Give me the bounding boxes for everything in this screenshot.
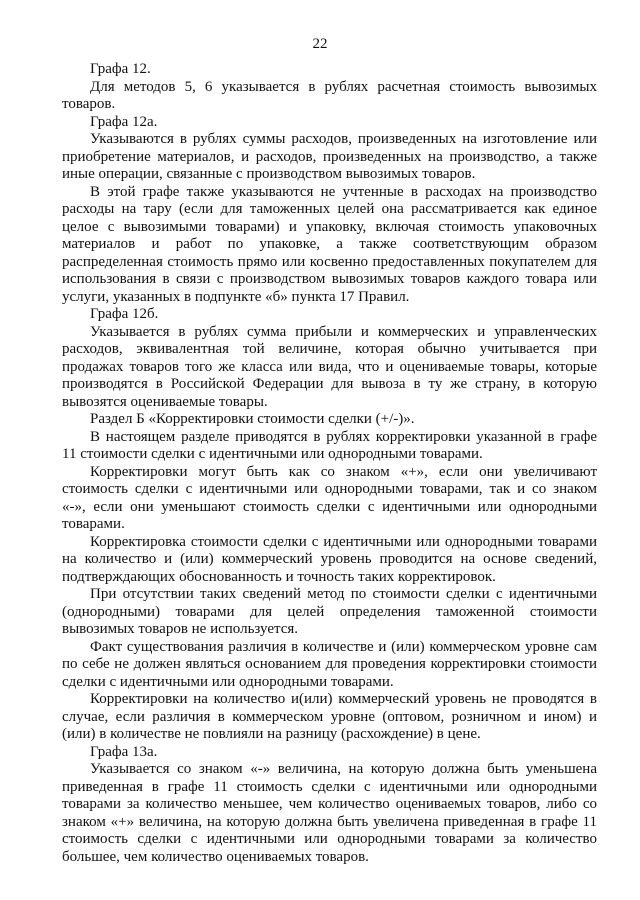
text-line: Графа 12а. xyxy=(90,113,158,130)
text-line: вывозимых товаров не используется. xyxy=(62,621,299,637)
text-line: материалов и работ по упаковке, а также соответствующим образом xyxy=(62,236,597,252)
text-line: товарами за количество меньшее, чем количество оцениваемых товаров, либо со xyxy=(62,796,597,812)
paragraph xyxy=(62,691,597,744)
paragraph xyxy=(62,79,597,114)
paragraph xyxy=(62,114,597,132)
text-line: расходы на тару (если для таможенных целей она рассматривается как единое xyxy=(62,201,597,217)
text-line: Графа 13а. xyxy=(90,743,158,760)
text-line: приобретение материалов, и расходов, произведенных на производство, а также xyxy=(62,148,597,165)
paragraph xyxy=(62,184,597,307)
paragraph xyxy=(62,131,597,184)
text-line: продажах товаров того же класса или вида, что и оцениваемые товары, которые xyxy=(62,358,597,375)
text-line: подтверждающих обоснованность и точность таких корректировок. xyxy=(62,568,496,585)
text-line: Корректировки на количество и(или) коммерческий уровень не проводятся в xyxy=(90,691,597,707)
text-line: (однородными) товарами для целей определения таможенной стоимости xyxy=(62,603,597,620)
text-line: (или) в количестве не повлияли на разницу (расхождение) в цене. xyxy=(62,726,481,742)
page-number: 22 xyxy=(312,36,328,52)
text-line: знаком «+» величина, на которую должна быть увеличена приведенная в графе 11 xyxy=(62,813,597,830)
paragraph xyxy=(62,761,597,866)
text-line: При отсутствии таких сведений метод по стоимости сделки с идентичными xyxy=(90,586,597,602)
paragraph xyxy=(62,639,597,692)
paragraph xyxy=(62,411,597,429)
text-line: Указывается в рублях сумма прибыли и коммерческих и управленческих xyxy=(90,323,597,340)
document-body xyxy=(62,61,597,866)
text-line: 11 стоимости сделки с идентичными или однородными товарами. xyxy=(62,446,483,462)
text-line: Корректировки могут быть как со знаком «+», если они увеличивают xyxy=(90,463,597,480)
text-line: расходов, эквивалентная той величине, которая обычно учитывается при xyxy=(62,341,597,357)
text-line: услуги, указанных в подпункте «б» пункта 17 Правил. xyxy=(62,288,410,305)
text-line: В этой графе также указываются не учтенные в расходах на производство xyxy=(90,183,597,200)
text-line: случае, если различия в коммерческом уровне (оптовом, розничном и ином) и xyxy=(62,708,597,725)
text-line: сделки с идентичными или однородными товарами. xyxy=(62,673,394,690)
text-line: стоимость сделки с идентичными или однородными товарами за количество xyxy=(62,831,597,847)
text-line: Указывается со знаком «-» величина, на которую должна быть уменьшена xyxy=(90,761,597,777)
text-line: целое с вывозимыми товарами) и упаковку, включая стоимость упаковочных xyxy=(62,218,597,235)
text-line: Корректировка стоимости сделки с идентичными или однородными товарами xyxy=(90,533,597,550)
paragraph xyxy=(62,429,597,464)
text-line: стоимость сделки с идентичными или однородными товарами, так и со знаком xyxy=(62,481,597,497)
paragraph xyxy=(62,306,597,324)
text-line: вывозятся оцениваемые товары. xyxy=(62,393,268,410)
text-line: большее, чем количество оцениваемых товаров. xyxy=(62,848,369,865)
paragraph xyxy=(62,586,597,639)
text-line: использования в связи с производством вывозимых товаров каждого товара или xyxy=(62,271,597,287)
text-line: Факт существования различия в количестве и (или) коммерческом уровне сам xyxy=(90,638,597,655)
text-line: на количество и (или) коммерческий уровень проводится на основе сведений, xyxy=(62,551,597,567)
paragraph xyxy=(62,744,597,762)
text-line: приведенная в графе 11 стоимость сделки с идентичными или однородными xyxy=(62,778,597,795)
text-line: В настоящем разделе приводятся в рублях корректировки указанной в графе xyxy=(90,428,597,445)
text-line: производятся в Российской Федерации для вывоза в ту же страну, в которую xyxy=(62,376,597,392)
text-line: иные операции, связанные с производством вывозимых товаров. xyxy=(62,166,476,182)
paragraph xyxy=(62,534,597,587)
text-line: товаров. xyxy=(62,96,116,112)
text-line: Графа 12б. xyxy=(90,306,159,322)
text-line: Графа 12. xyxy=(90,61,151,77)
paragraph xyxy=(62,464,597,534)
text-line: по себе не должен являться основанием для проведения корректировки стоимости xyxy=(62,656,597,672)
paragraph xyxy=(62,61,597,79)
text-line: распределенная стоимость прямо или косвенно предоставленных покупателем для xyxy=(62,253,597,270)
text-line: «-», если они уменьшают стоимость сделки с идентичными или однородными xyxy=(62,498,597,515)
text-line: Для методов 5, 6 указывается в рублях расчетная стоимость вывозимых xyxy=(90,78,597,95)
paragraph xyxy=(62,324,597,412)
text-line: товарами. xyxy=(62,516,125,532)
text-line: Указываются в рублях суммы расходов, произведенных на изготовление или xyxy=(90,131,597,147)
text-line: Раздел Б «Корректировки стоимости сделки (+/-)». xyxy=(90,411,415,427)
